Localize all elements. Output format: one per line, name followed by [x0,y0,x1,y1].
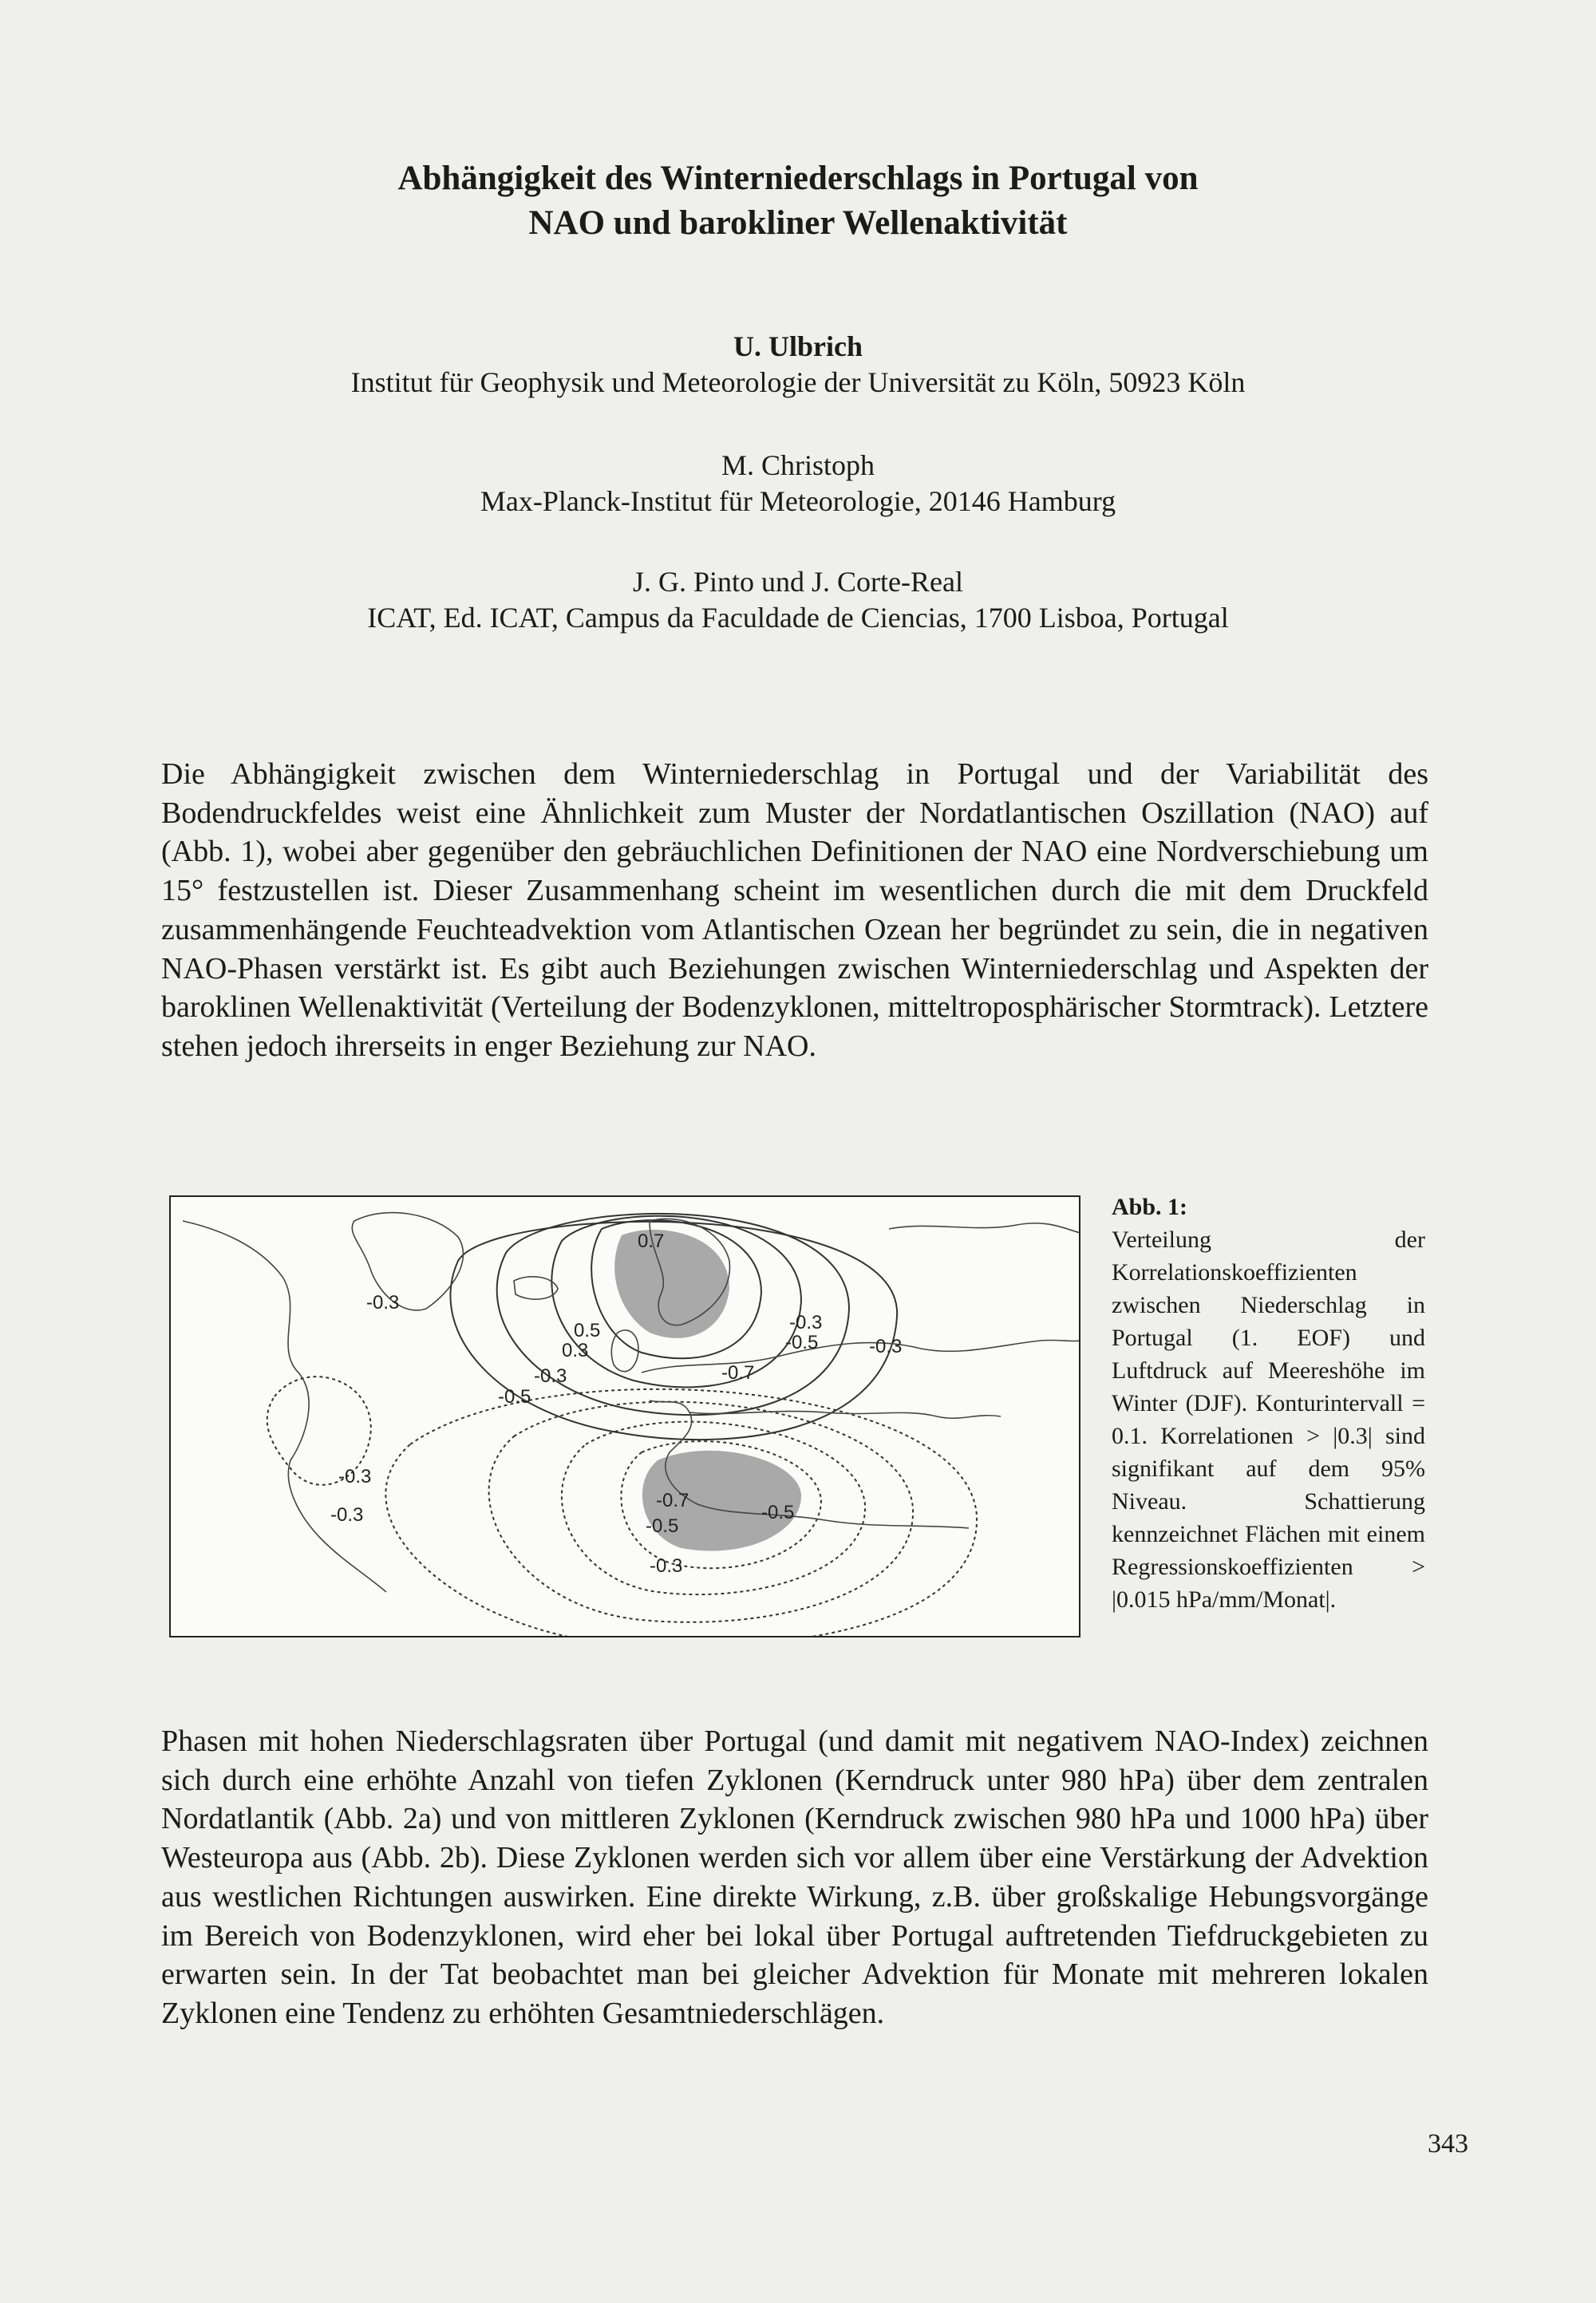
coastline-north-america [183,1221,386,1592]
contour-label-neg0.3: -0.3 [534,1365,567,1387]
author-name: J. G. Pinto und J. Corte-Real [633,566,963,598]
title-line-1: Abhängigkeit des Winterniederschlags in Portugal von [397,160,1199,197]
caption-title: Abb. 1: [1112,1194,1188,1220]
author-affiliation: Institut für Geophysik und Meteorologie der Universität zu Köln, 50923 Köln [350,366,1246,398]
author-name: M. Christoph [721,449,875,481]
contour-label-neg0.5: -0.5 [646,1515,679,1537]
coastline-british-isles [611,1330,638,1372]
author-name: U. Ulbrich [733,330,863,362]
shaded-positive-region [614,1230,729,1338]
contour-label-neg0.3: -0.3 [330,1504,364,1526]
contour-label-neg0.5: -0.5 [498,1386,531,1408]
contour-label-0.5: 0.5 [574,1320,601,1341]
coastline-asia [889,1223,1080,1233]
contour-label-neg0.3: -0.3 [789,1312,823,1333]
figure-caption [1112,1191,1425,1616]
coastline-europe [642,1340,1080,1373]
contour-label-neg0.3: -0.3 [869,1336,903,1357]
contour-label-neg0.7: -0.7 [656,1490,689,1511]
figure-correlation-map [169,1195,1080,1637]
contour-label-neg0.3: -0.3 [650,1555,683,1577]
author-affiliation: Max-Planck-Institut für Meteorologie, 20146 Hamburg [480,485,1116,517]
contour-label-neg0.3: -0.3 [338,1466,372,1487]
contour-label-neg0.3: -0.3 [366,1292,400,1313]
contour-label-0.7: 0.7 [638,1231,665,1252]
contour-label-neg0.5: -0.5 [785,1332,819,1353]
author-block-1 [160,329,1436,401]
title-line-2: NAO und barokliner Wellenaktivität [528,204,1068,242]
author-affiliation: ICAT, Ed. ICAT, Campus da Faculdade de Ciencias, 1700 Lisboa, Portugal [367,602,1229,634]
contour-label-0.3: 0.3 [562,1340,589,1361]
paragraph-1: Die Abhängigkeit zwischen dem Winterniederschlag in Portugal und der Variabilität des Bodendruckfeldes weist eine Ähnlichkeit zum Muster der Nordatlantischen Oszillation (NAO) auf (Abb. 1), wobei aber gegenüber den gebräuchlichen Definitionen der NAO eine Nordverschiebung um 15° festzustellen ist. Dieser Zusammenhang scheint im wesentlichen durch die mit dem Druckfeld zusammenhängende Feuchteadvektion vom Atlantischen Ozean her begründet zu sein, die in negativen NAO-Phasen verstärkt ist. Es gibt auch Beziehungen zwischen Winterniederschlag und Aspekten der baroklinen Wellenaktivität (Verteilung der Bodenzyklonen, mitteltroposphärischer Stormtrack). Letztere stehen jedoch ihrerseits in enger Beziehung zur NAO. [161,757,1428,1063]
article-title [239,156,1357,246]
caption-text: Verteilung der Korrelationskoeffizienten zwischen Niederschlag in Portugal (1. EOF) und Luftdruck auf Meereshöhe im Winter (DJF). Konturintervall = 0.1. Korrelationen > |0.3| sind signifikant auf dem 95% Niveau. Schattierung kennzeichnet Flächen mit einem Regressionskoeffizienten > |0.015 hPa/mm/Monat|. [1112,1227,1425,1613]
contour-label-neg0.5: -0.5 [761,1502,795,1523]
page-number: 343 [1428,2129,1468,2159]
correlation-map-svg [171,1197,1080,1637]
paragraph-2: Phasen mit hohen Niederschlagsraten über Portugal (und damit mit negativem NAO-Index) zeichnen sich durch eine erhöhte Anzahl von tiefen Zyklonen (Kerndruck unter 980 hPa) über dem zentralen Nordatlantik (Abb. 2a) und von mittleren Zyklonen (Kerndruck zwischen 980 hPa und 1000 hPa) über Westeuropa aus (Abb. 2b). Diese Zyklonen werden sich vor allem über eine Verstärkung der Advektion aus westlichen Richtungen auswirken. Eine direkte Wirkung, z.B. über großskalige Hebungsvorgänge im Bereich von Bodenzyklonen, wird eher bei lokal über Portugal auftretenden Tiefdruckgebieten zu erwarten sein. In der Tat beobachtet man bei gleicher Advektion für Monate mit mehreren lokalen Zyklonen eine Tendenz zu erhöhten Gesamtniederschlägen. [161,1724,1428,2030]
contour-label-neg0.7: -0.7 [721,1362,755,1384]
author-block-2 [160,448,1436,519]
author-block-3 [160,564,1436,636]
